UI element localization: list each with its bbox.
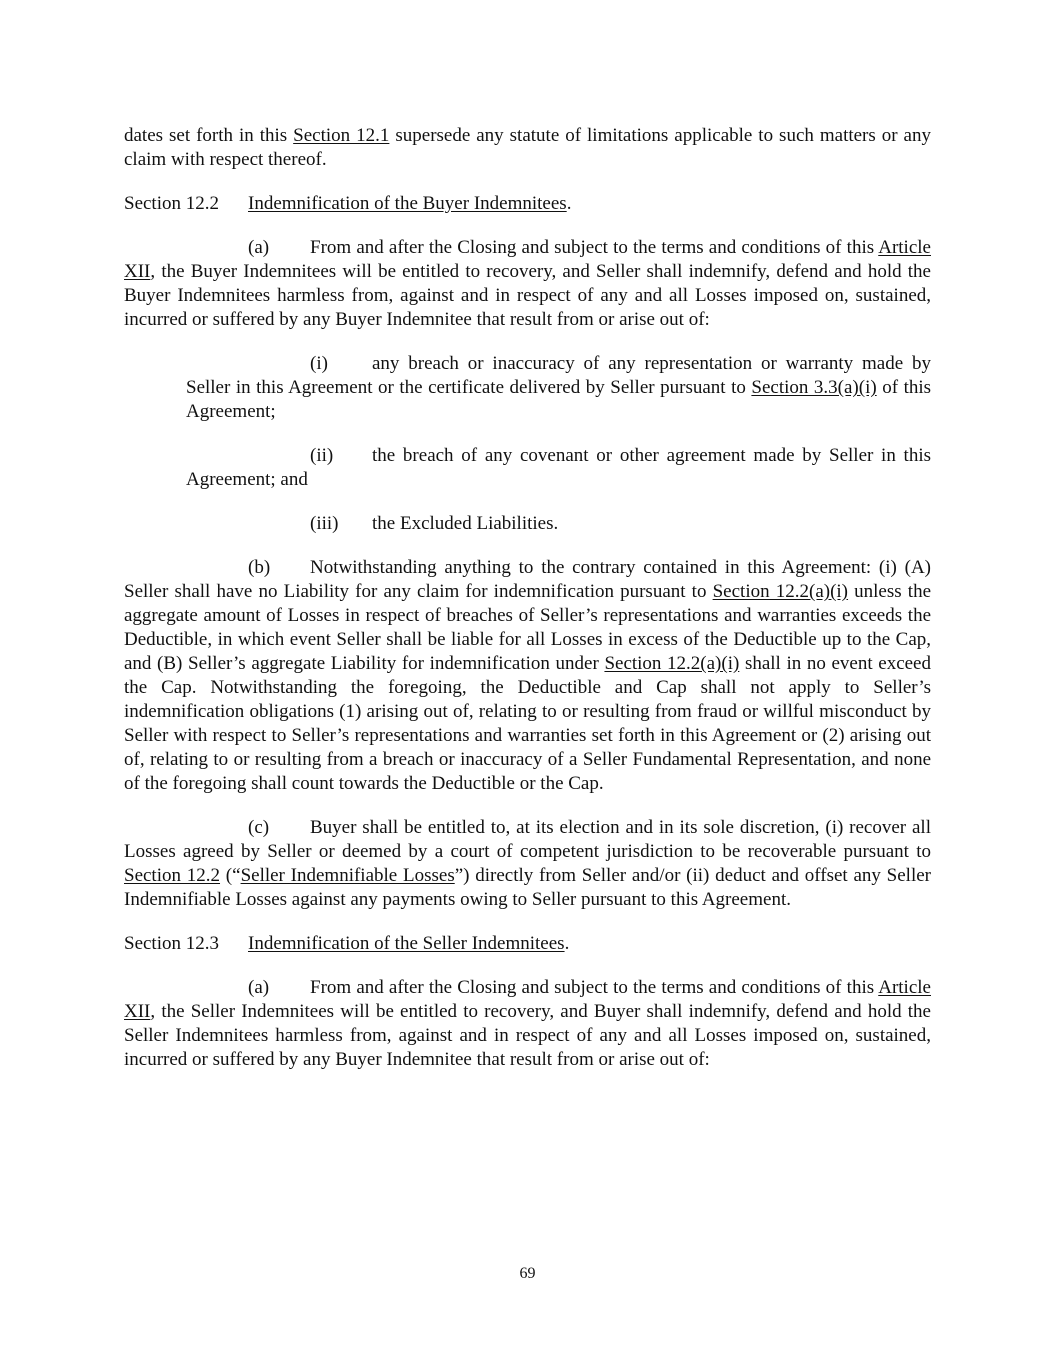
article-xii-reference: Article XII xyxy=(124,237,931,282)
defined-term: Seller Indemnifiable Losses xyxy=(240,865,455,886)
section-title: Indemnification of the Buyer Indemnitees xyxy=(248,193,567,214)
section-number: Section 12.3 xyxy=(124,933,219,954)
section-number: Section 12.2 xyxy=(124,193,219,214)
section-12-2-c: (c) Buyer shall be entitled to, at its election and in its sole discretion, (i) recover all Losses agreed by Seller or deemed by a court of competent jurisdiction to be recoverable pursuant to Section 12.2 (“Seller Indemnifiable Losses”) directly from Seller and/or (ii) deduct and offset any Seller Indemnifiable Losses against any payments owing to Seller pursuant to this Agreement. xyxy=(124,817,931,910)
section-12-2-a-i-reference: Section 12.2(a)(i) xyxy=(712,581,849,602)
clause-label: (ii) xyxy=(310,445,334,466)
section-12-1-reference: Section 12.1 xyxy=(293,125,390,146)
article-xii-reference: Article XII xyxy=(124,977,931,1022)
section-12-2-a-iii: (iii) the Excluded Liabilities. xyxy=(310,513,559,534)
clause-label: (iii) xyxy=(310,513,339,534)
document-page xyxy=(124,124,931,1072)
clause-label: (a) xyxy=(248,237,270,258)
section-12-2-reference: Section 12.2 xyxy=(124,865,221,886)
section-12-3-a: (a) From and after the Closing and subject to the terms and conditions of this Article XII, the Seller Indemnitees will be entitled to recovery, and Buyer shall indemnify, defend and hold the Seller Indemnitees harmless from, against and in respect of any and all Losses imposed on, sustained, incurred or suffered by any Buyer Indemnitee that result from or arise out of: xyxy=(124,977,931,1070)
section-title: Indemnification of the Seller Indemnitees xyxy=(248,933,565,954)
section-12-2-a-i-reference: Section 12.2(a)(i) xyxy=(604,653,740,674)
clause-label: (b) xyxy=(248,557,271,578)
section-12-2-a-i: (i) any breach or inaccuracy of any representation or warranty made by Seller in this Agreement or the certificate delivered by Seller pursuant to Section 3.3(a)(i) of this Agreement; xyxy=(186,353,932,422)
section-12-2-b: (b) Notwithstanding anything to the contrary contained in this Agreement: (i) (A) Seller shall have no Liability for any claim for indemnification pursuant to Section 12.2(a)(i) unless the aggregate amount of Losses in respect of breaches of Seller’s representations and warranties exceeds the Deductible, in which event Seller shall be liable for all Losses in excess of the Deductible up to the Cap, and (B) Seller’s aggregate Liability for indemnification under Section 12.2(a)(i) shall in no event exceed the Cap. Notwithstanding the foregoing, the Deductible and Cap shall not apply to Seller’s indemnification obligations (1) arising out of, relating to or resulting from fraud or willful misconduct by Seller with respect to Seller’s representations and warranties set forth in this Agreement or (2) arising out of, relating to or resulting from a breach or inaccuracy of a Seller Fundamental Representation, and none of the foregoing shall count towards the Deductible or the Cap. xyxy=(124,557,932,794)
section-12-2-heading: Section 12.2 Indemnification of the Buyer Indemnitees. xyxy=(124,193,572,214)
section-12-2-a-ii: (ii) the breach of any covenant or other agreement made by Seller in this Agreement; and xyxy=(186,445,931,490)
clause-label: (a) xyxy=(248,977,270,998)
intro-paragraph: dates set forth in this Section 12.1 supersede any statute of limitations applicable to such matters or any claim with respect thereof. xyxy=(124,125,931,170)
clause-label: (c) xyxy=(248,817,270,838)
page-number: 69 xyxy=(519,1265,536,1282)
section-3-3-reference: Section 3.3(a)(i) xyxy=(751,377,877,398)
section-12-3-heading: Section 12.3 Indemnification of the Seller Indemnitees. xyxy=(124,933,570,954)
section-12-2-a: (a) From and after the Closing and subject to the terms and conditions of this Article XII, the Buyer Indemnitees will be entitled to recovery, and Seller shall indemnify, defend and hold the Buyer Indemnitees harmless from, against and in respect of any and all Losses imposed on, sustained, incurred or suffered by any Buyer Indemnitee that result from or arise out of: xyxy=(124,237,931,330)
clause-label: (i) xyxy=(310,353,328,374)
